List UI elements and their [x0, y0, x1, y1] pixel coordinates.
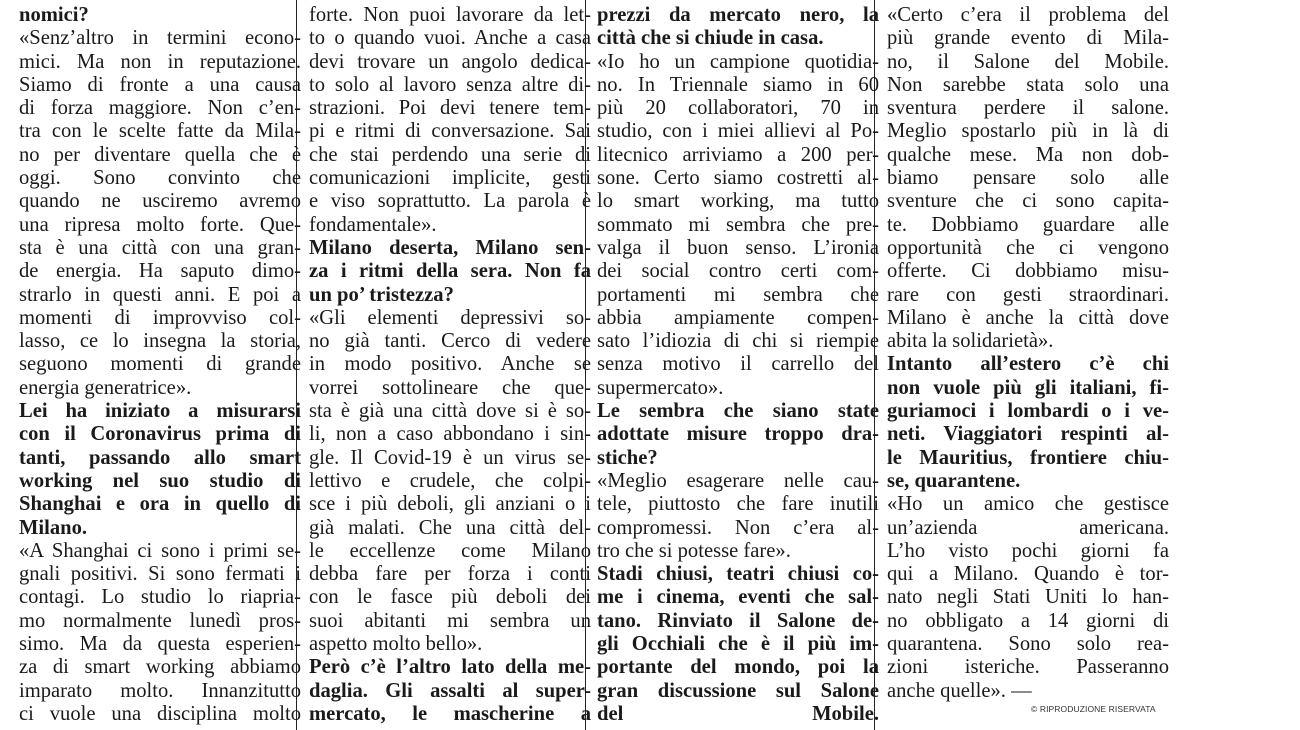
text-line: città che si chiude in casa.	[597, 27, 824, 50]
text-line: Milano deserta, Milano sen-	[309, 236, 591, 259]
text-line: di forza maggiore. Non c’en-	[19, 97, 301, 120]
text-line: simo. Ma da questa esperien-	[19, 633, 301, 656]
text-line: Milano è anche la città dove	[887, 306, 1169, 329]
text-line: lo smart working, ma tutto	[597, 190, 879, 213]
text-line: con le fasce più deboli dei	[309, 586, 591, 609]
text-line: li, non a caso abbondano i sin-	[309, 423, 591, 446]
text-line: te. Dobbiamo guardare alle	[887, 213, 1169, 236]
text-line: valga il buon senso. L’ironia	[597, 236, 879, 259]
text-line: Meglio spostarlo più in là di	[887, 120, 1169, 143]
text-line: to o quando vuoi. Anche a casa	[309, 27, 591, 50]
text-line: stiche?	[597, 446, 658, 469]
interview-question	[597, 400, 879, 470]
text-line: sventure che ci sono capita-	[887, 190, 1169, 213]
text-line: tanti, passando allo smart	[19, 446, 301, 469]
text-line: che stai perdendo una serie di	[309, 143, 591, 166]
article-column-3	[597, 4, 879, 726]
interview-answer	[309, 4, 591, 237]
text-line: abita la solidarietà».	[887, 330, 1054, 353]
interview-answer	[597, 51, 879, 400]
text-line: tra con le scelte fatte da Mila-	[19, 120, 301, 143]
text-line: Shanghai e ora in quello di	[19, 493, 301, 516]
text-line: working nel suo studio di	[19, 469, 301, 492]
text-line: più 20 collaboratori, 70 in	[597, 97, 879, 120]
text-line: biamo pensare solo alle	[887, 167, 1169, 190]
text-line: prezzi da mercato nero, la	[597, 4, 879, 26]
article-column-4	[887, 4, 1169, 703]
text-line: «Gli elementi depressivi so-	[309, 306, 591, 329]
text-line: quarantena. Sono solo rea-	[887, 633, 1169, 656]
interview-answer	[597, 470, 879, 563]
text-line: gle. Il Covid-19 è un virus se-	[309, 446, 591, 469]
text-line: non vuole più gli italiani, fi-	[887, 376, 1169, 399]
text-line: «Certo c’era il problema del	[887, 4, 1169, 26]
text-line: Intanto all’estero c’è chi	[887, 353, 1169, 376]
copyright-notice: © RIPRODUZIONE RISERVATA	[1031, 704, 1156, 714]
interview-question	[887, 353, 1169, 493]
text-line: zioni isteriche. Passeranno	[887, 656, 1169, 679]
text-line: sta è una città con una gran-	[19, 236, 301, 259]
text-line: no già tanti. Cerco di vedere	[309, 330, 591, 353]
text-line: anche quelle». —	[887, 679, 1032, 702]
text-line: gnali positivi. Si sono fermati i	[19, 563, 301, 586]
text-line: seguono momenti di grande	[19, 353, 301, 376]
text-line: con il Coronavirus prima di	[19, 423, 301, 446]
text-line: e viso soprattutto. La parola è	[309, 190, 591, 213]
text-line: tro che si potesse fare».	[597, 539, 791, 562]
text-line: offerte. Ci dobbiamo misu-	[887, 260, 1169, 283]
interview-question	[309, 237, 591, 307]
text-line: portamenti mi sembra che	[597, 283, 879, 306]
text-line: del Mobile.	[597, 702, 879, 725]
text-line: guriamoci i lombardi o i ve-	[887, 400, 1169, 423]
text-line: adottate misure troppo dra-	[597, 423, 879, 446]
text-line: me i cinema, eventi che sal-	[597, 586, 879, 609]
text-line: portante del mondo, poi la	[597, 656, 879, 679]
text-line: «A Shanghai ci sono i primi se-	[19, 539, 301, 562]
text-line: to solo al lavoro senza altre di-	[309, 73, 591, 96]
text-line: un po’ tristezza?	[309, 283, 454, 306]
interview-answer	[309, 307, 591, 656]
text-line: energia generatrice».	[19, 376, 192, 399]
text-line: daglia. Gli assalti al super-	[309, 679, 591, 702]
interview-question	[19, 400, 301, 540]
text-line: Lei ha iniziato a misurarsi	[19, 400, 301, 423]
text-line: no. In Triennale siamo in 60	[597, 73, 879, 96]
text-line: comunicazioni implicite, gesti	[309, 167, 591, 190]
text-line: debba fare per forza i conti	[309, 563, 591, 586]
text-line: L’ho visto pochi giorni fa	[887, 539, 1169, 562]
text-line: le eccellenze come Milano	[309, 539, 591, 562]
text-line: sta è già una città dove si è so-	[309, 400, 591, 423]
text-line: qui a Milano. Quando è tor-	[887, 563, 1169, 586]
text-line: opportunità che ci vengono	[887, 236, 1169, 259]
text-line: litecnico arriviamo a 200 per-	[597, 143, 879, 166]
text-line: fondamentale».	[309, 213, 437, 236]
text-line: nato negli Stati Uniti lo han-	[887, 586, 1169, 609]
interview-question	[19, 4, 301, 27]
text-line: Stadi chiusi, teatri chiusi co-	[597, 563, 879, 586]
text-line: neti. Viaggiatori respinti al-	[887, 423, 1169, 446]
interview-question	[309, 656, 591, 726]
interview-answer	[19, 540, 301, 726]
text-line: mici. Ma non in reputazione.	[19, 50, 301, 73]
text-line: forte. Non puoi lavorare da let-	[309, 4, 591, 26]
text-line: una ripresa molto forte. Que-	[19, 213, 301, 236]
text-line: se, quarantene.	[887, 469, 1021, 492]
text-line: strarlo in questi anni. E poi a	[19, 283, 301, 306]
article-column-1	[19, 4, 301, 726]
text-line: Però c’è l’altro lato della me-	[309, 656, 591, 679]
text-line: tano. Rinviato il Salone de-	[597, 609, 879, 632]
text-line: ci vuole una disciplina molto	[19, 702, 301, 725]
text-line: sce i più deboli, gli anziani o i	[309, 493, 591, 516]
text-line: dei social contro certi com-	[597, 260, 879, 283]
text-line: aspetto molto bello».	[309, 633, 483, 656]
text-line: pi e ritmi di conversazione. Sai	[309, 120, 591, 143]
text-line: suoi abitanti mi sembra un	[309, 609, 591, 632]
interview-answer	[887, 4, 1169, 353]
text-line: un’azienda americana.	[887, 516, 1169, 539]
text-line: già malati. Che una città del-	[309, 516, 591, 539]
text-line: nomici?	[19, 4, 89, 26]
text-line: studio, con i miei allievi al Po-	[597, 120, 879, 143]
text-line: oggi. Sono convinto che	[19, 167, 301, 190]
text-line: contagi. Lo studio lo riapria-	[19, 586, 301, 609]
text-line: lasso, ce lo insegna la storia,	[19, 330, 301, 353]
interview-answer	[887, 493, 1169, 703]
text-line: Milano.	[19, 516, 88, 539]
text-line: rare con gesti straordinari.	[887, 283, 1169, 306]
text-line: Le sembra che siano state	[597, 400, 879, 423]
text-line: sone. Certo siamo costretti al-	[597, 167, 879, 190]
text-line: za i ritmi della sera. Non fa	[309, 260, 591, 283]
text-line: momenti di improvviso col-	[19, 306, 301, 329]
text-line: mo normalmente lunedì pros-	[19, 609, 301, 632]
text-line: de energia. Ha saputo dimo-	[19, 260, 301, 283]
text-line: no, il Salone del Mobile.	[887, 50, 1169, 73]
text-line: «Meglio esagerare nelle cau-	[597, 469, 879, 492]
interview-question	[597, 4, 879, 51]
text-line: vorrei sottolineare che que-	[309, 376, 591, 399]
text-line: «Senz’altro in termini econo-	[19, 27, 301, 50]
text-line: abbia ampiamente compen-	[597, 306, 879, 329]
text-line: sato l’idiozia di chi si riempie	[597, 330, 879, 353]
text-line: più grande evento di Mila-	[887, 27, 1169, 50]
text-line: «Io ho un campione quotidia-	[597, 50, 879, 73]
text-line: compromessi. Non c’era al-	[597, 516, 879, 539]
text-line: sventura perdere il salone.	[887, 97, 1169, 120]
text-line: Siamo di fronte a una causa	[19, 73, 301, 96]
text-line: mercato, le mascherine a	[309, 702, 591, 725]
text-line: strazioni. Poi devi tenere tem-	[309, 97, 591, 120]
text-line: sommato mi sembra che pre-	[597, 213, 879, 236]
text-line: imparato molto. Innanzitutto	[19, 679, 301, 702]
text-line: «Ho un amico che gestisce	[887, 493, 1169, 516]
text-line: in modo positivo. Anche se	[309, 353, 591, 376]
text-line: za di smart working abbiamo	[19, 656, 301, 679]
text-line: gran discussione sul Salone	[597, 679, 879, 702]
text-line: senza motivo il carrello del	[597, 353, 879, 376]
text-line: lettivo e crudele, che colpi-	[309, 469, 591, 492]
text-line: le Mauritius, frontiere chiu-	[887, 446, 1169, 469]
text-line: no per diventare quella che è	[19, 143, 301, 166]
interview-answer	[19, 27, 301, 400]
text-line: devi trovare un angolo dedica-	[309, 50, 591, 73]
text-line: no obbligato a 14 giorni di	[887, 609, 1169, 632]
text-line: tele, piuttosto che fare inutili	[597, 493, 879, 516]
text-line: supermercato».	[597, 376, 724, 399]
interview-question	[597, 563, 879, 726]
text-line: Non sarebbe stata solo una	[887, 73, 1169, 96]
text-line: qualche mese. Ma non dob-	[887, 143, 1169, 166]
text-line: gli Occhiali che è il più im-	[597, 633, 879, 656]
text-line: quando ne usciremo avremo	[19, 190, 301, 213]
article-column-2	[309, 4, 591, 726]
